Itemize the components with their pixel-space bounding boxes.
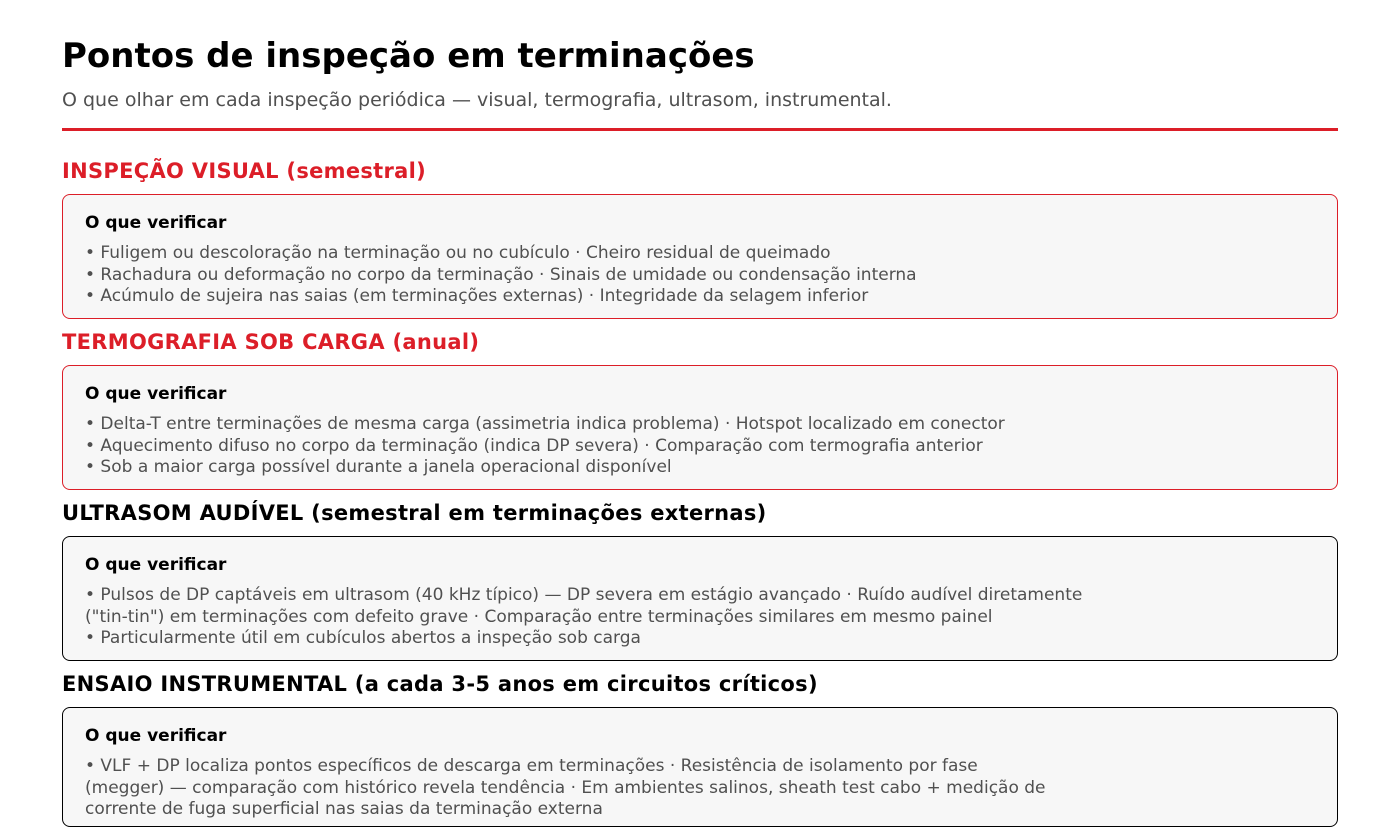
checklist [85, 243, 917, 308]
card-label: O que verificar [85, 726, 227, 746]
section-heading-thermography: TERMOGRAFIA SOB CARGA (anual) [62, 330, 480, 354]
section-heading-visual: INSPEÇÃO VISUAL (semestral) [62, 159, 427, 183]
section-heading-ultrasound: ULTRASOM AUDÍVEL (semestral em terminações externas) [62, 501, 767, 525]
checklist-line: (megger) — comparação com histórico revela tendência · Em ambientes salinos, sheath test cabo + medição de [85, 777, 1046, 798]
checklist-line: • VLF + DP localiza pontos específicos de descarga em terminações · Resistência de isolamento por fase [85, 756, 978, 776]
checklist-line: • Sob a maior carga possível durante a janela operacional disponível [85, 457, 672, 478]
checklist-line: • Delta-T entre terminações de mesma carga (assimetria indica problema) · Hotspot localizado em conector [85, 414, 1005, 434]
checklist-line: corrente de fuga superficial nas saias da terminação externa [85, 799, 603, 820]
checklist [85, 414, 1005, 479]
checklist-line: • Acúmulo de sujeira nas saias (em terminações externas) · Integridade da selagem inferior [85, 286, 869, 307]
checklist [85, 756, 1046, 821]
card-label: O que verificar [85, 213, 227, 233]
checklist-line: • Rachadura ou deformação no corpo da terminação · Sinais de umidade ou condensação interna [85, 264, 917, 285]
checklist-line: • Pulsos de DP captáveis em ultrasom (40 kHz típico) — DP severa em estágio avançado · Ruído audível diretamente [85, 585, 1083, 605]
section-card-thermography [62, 365, 1338, 490]
checklist-line: ("tin-tin") em terminações com defeito grave · Comparação entre terminações similares em mesmo painel [85, 606, 993, 627]
section-card-visual [62, 194, 1338, 319]
checklist-line: • Particularmente útil em cubículos abertos a inspeção sob carga [85, 628, 641, 649]
checklist-line: • Fuligem ou descoloração na terminação ou no cubículo · Cheiro residual de queimado [85, 243, 831, 263]
title-divider [62, 128, 1338, 131]
section-card-ultrasound [62, 536, 1338, 661]
card-label: O que verificar [85, 384, 227, 404]
checklist [85, 585, 1082, 650]
section-heading-instrumental: ENSAIO INSTRUMENTAL (a cada 3-5 anos em circuitos críticos) [62, 672, 818, 696]
checklist-line: • Aquecimento difuso no corpo da terminação (indica DP severa) · Comparação com termografia anterior [85, 435, 983, 456]
page-subtitle: O que olhar em cada inspeção periódica — visual, termografia, ultrasom, instrumental. [62, 89, 892, 111]
section-card-instrumental [62, 707, 1338, 827]
card-label: O que verificar [85, 555, 227, 575]
page-title: Pontos de inspeção em terminações [62, 36, 755, 76]
